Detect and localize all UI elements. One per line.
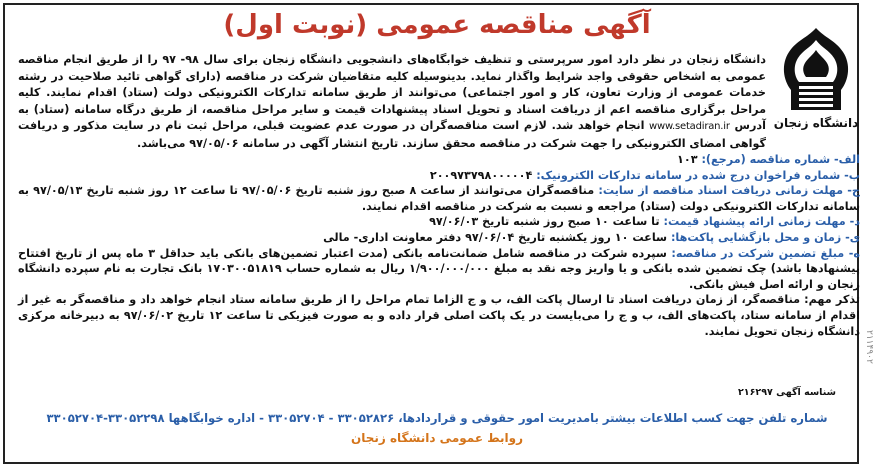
university-logo [772, 26, 860, 136]
side-reference-number: ۲۱۱۴۹۰۲ [864, 330, 874, 364]
item-b-label: ب- شماره فراخوان درج شده در سامانه تدارکات الکترونیک: [536, 168, 860, 182]
university-emblem-icon [777, 26, 855, 114]
item-b-value: ۲۰۰۹۷۳۷۹۸۰۰۰۰۰۴ [429, 168, 533, 182]
important-note: تذکر مهم: مناقصه‌گر، از زمان دریافت اسناد تا ارسال پاکت الف، ب و ج الزاما تمام مراحل را از طریق سامانه ستاد انجام خواهد داد و مناقصه‌گر به غیر از اقدام از سامانه ستاد، پاکت‌های الف، ب و ج را می‌بایست در یک پاکت اصلی قرار داده و به صورت فیزیکی تا ساعت ۱۲ تاریخ ۹۷/۰۶/۰۲ به دبیرخانه مرکزی دانشگاه زنجان تحویل نمایند. [18, 293, 860, 338]
item-a-label: الف- شماره مناقصه (مرجع): [701, 153, 860, 166]
item-call-number [18, 168, 860, 184]
notice-title: آگهی مناقصه عمومی (نوبت اول) [223, 10, 651, 40]
item-document-deadline [18, 183, 860, 214]
item-opening-time [18, 230, 860, 246]
item-f-label: ه- مبلغ تضمین شرکت در مناقصه: [671, 246, 860, 260]
item-c-value: مناقصه‌گران می‌توانند از ساعت ۸ صبح روز شنبه تاریخ ۹۷/۰۵/۰۶ تا ساعت ۱۲ روز شنبه تاریخ ۹۷/۰۵/۱۳ به سامانه تدارکات الکترونیکی دولت (ستاد) مراجعه و نسبت به شرکت در مناقصه اقدام نمایند. [18, 184, 860, 213]
item-e-label: ی- زمان و محل بازگشایی پاکت‌ها: [670, 230, 860, 244]
item-bid-deadline [18, 214, 860, 230]
intro-text: دانشگاه زنجان در نظر دارد امور سرپرستی و تنظیف خوابگاه‌های دانشجویی دانشگاه زنجان برای سال ۹۸- ۹۷ را از طریق انجام مناقصه عمومی به اشخاص حقوقی واجد شرایط واگذار نماید. بدینوسیله کلیه متقاضیان شرکت در مناقصه (دارای گواهی تائید صلاحیت در رشته خدمات عمومی از وزارت تعاون، کار و امور اجتماعی) می‌توانند از طریق سامانه تدارکات الکترونیکی دولت (ستاد) اقدام نمایند. کلیه مراحل برگزاری مناقصه اعم از دریافت اسناد و تحویل اسناد پیشنهادات قیمت و سایر مراحل مناقصه، از طریق درگاه سامانه (ستاد) به آدرس [18, 53, 766, 133]
intro-paragraph [18, 52, 766, 153]
item-e-value: ساعت ۱۰ روز یکشنبه تاریخ ۹۷/۰۶/۰۴ دفتر معاونت اداری- مالی [323, 230, 668, 244]
item-reference-number [18, 152, 860, 168]
notice-id: شناسه آگهی ۲۱۶۲۹۷ [738, 387, 836, 398]
item-guarantee-amount [18, 246, 860, 293]
item-f-value: سپرده شرکت در مناقصه شامل ضمانت‌نامه بانکی (مدت اعتبار تضمین‌های بانکی باید حداقل ۳ ماه پس از تاریخ افتتاح پیشنهادها باشد) چک تضمین شده بانکی و یا واریز وجه نقد به مبلغ ۱/۹۰۰/۰۰۰/۰۰۰ ریال به شماره حساب ۱۷۰۳۰۰۵۱۸۱۹ بانک تجارت به نام سپرده دانشگاه زنجان و ارائه اصل فیش بانکی. [18, 246, 860, 291]
item-a-value: ۱۰۳ [677, 153, 698, 166]
item-d-label: د- مهلت زمانی ارائه پیشنهاد قیمت: [663, 215, 860, 229]
item-c-label: ج- مهلت زمانی دریافت اسناد مناقصه از سایت: [598, 184, 860, 198]
item-d-value: تا ساعت ۱۰ صبح روز شنبه تاریخ ۹۷/۰۶/۰۳ [429, 215, 660, 229]
tender-details [18, 152, 860, 339]
publisher-signature: روابط عمومی دانشگاه زنجان [350, 431, 524, 445]
contact-info: شماره تلفن جهت کسب اطلاعات بیشتر بامدیریت امور حقوقی و قراردادها، ۳۳۰۵۲۸۲۶ - ۳۳۰۵۲۷۰۴ - اداره خوابگاهها ۳۳۰۵۲۲۹۸-۳۳۰۵۲۷۰۴ [46, 411, 828, 425]
logo-caption: دانشگاه زنجان [773, 116, 859, 130]
website-link[interactable]: www.setadiran.ir [648, 121, 730, 133]
intro-tail-text: انجام خواهد شد. لازم است مناقصه‌گران در صورت عدم عضویت قبلی، مراحل ثبت نام در سایت مذکور و دریافت گواهی امضای الکترونیکی را جهت شرکت در مناقصه محقق سازند. تاریخ انتشار آگهی در سامانه ۹۷/۰۵/۰۶ می‌باشد. [18, 119, 766, 150]
